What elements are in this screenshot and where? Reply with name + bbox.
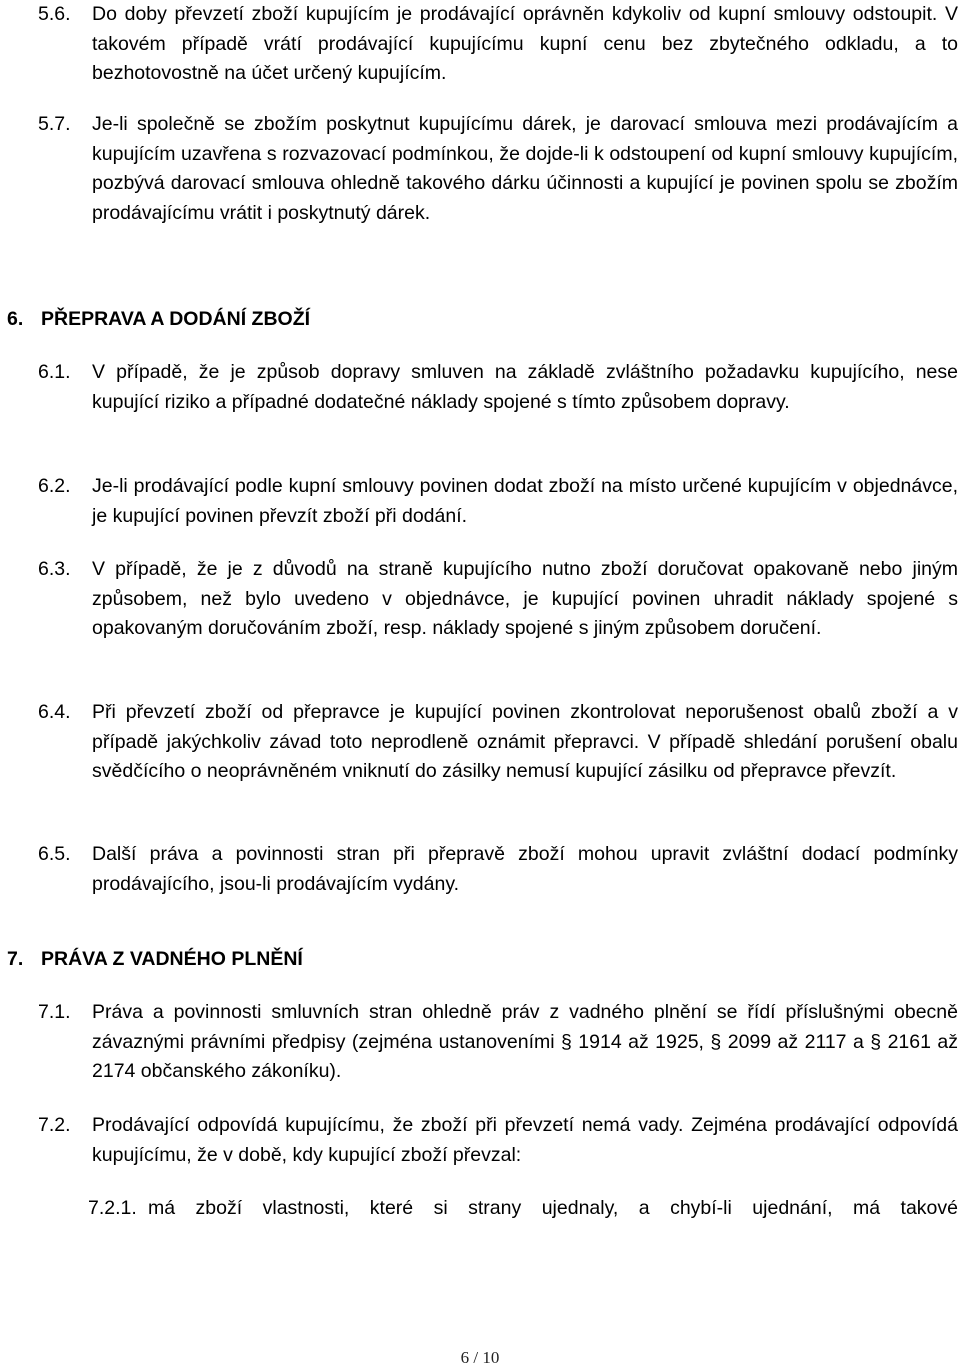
clause-text: V případě, že je z důvodů na straně kupujícího nutno zboží doručovat opakovaně nebo jiným způsobem, než bylo uvedeno v objednávce, je kupující povinen uhradit náklady spojené s opakovaným doručováním zboží, resp. náklady spojené s jiným způsobem doručení. xyxy=(92,558,958,639)
clause-number: 6.4. xyxy=(38,701,71,723)
section-title: PŘEPRAVA A DODÁNÍ ZBOŽÍ xyxy=(41,308,311,330)
section-heading-7 xyxy=(7,945,303,973)
clause-number: 7.2. xyxy=(38,1114,71,1136)
clause-number: 6.3. xyxy=(38,558,71,580)
clause-number: 5.6. xyxy=(38,3,71,25)
section-number: 7. xyxy=(7,948,24,970)
clause-7-2 xyxy=(38,1111,958,1170)
clause-5-7 xyxy=(38,110,958,228)
section-title: PRÁVA Z VADNÉHO PLNĚNÍ xyxy=(41,948,303,970)
section-number: 6. xyxy=(7,308,24,330)
clause-6-3 xyxy=(38,555,958,644)
clause-number: 7.1. xyxy=(38,1001,71,1023)
clause-5-6 xyxy=(38,0,958,89)
clause-text: Prodávající odpovídá kupujícímu, že zboží při převzetí nemá vady. Zejména prodávající odpovídá kupujícímu, že v době, kdy kupující zboží převzal: xyxy=(92,1114,958,1166)
clause-text: V případě, že je způsob dopravy smluven na základě zvláštního požadavku kupujícího, nese kupující riziko a případné dodatečné náklady spojené s tímto způsobem dopravy. xyxy=(92,361,958,413)
clause-text: Je-li společně se zbožím poskytnut kupujícímu dárek, je darovací smlouva mezi prodávajícím a kupujícím uzavřena s rozvazovací podmínkou, že dojde-li k odstoupení od kupní smlouvy kupujícím, pozbývá darovací smlouva ohledně takového dárku účinnosti a kupující je povinen spolu se zbožím prodávajícímu vrátit i poskytnutý dárek. xyxy=(92,113,958,224)
clause-number: 6.5. xyxy=(38,843,71,865)
section-heading-6 xyxy=(7,305,310,333)
clause-6-4 xyxy=(38,698,958,787)
clause-text: Do doby převzetí zboží kupujícím je prodávající oprávněn kdykoliv od kupní smlouvy odstoupit. V takovém případě vrátí prodávající kupujícímu kupní cenu bez zbytečného odkladu, a to bezhotovostně na účet určený kupujícím. xyxy=(92,3,958,84)
clause-text: má zboží vlastnosti, které si strany ujednaly, a chybí-li ujednání, má takové xyxy=(148,1197,958,1219)
clause-6-2 xyxy=(38,472,958,531)
clause-text: Je-li prodávající podle kupní smlouvy povinen dodat zboží na místo určené kupujícím v objednávce, je kupující povinen převzít zboží při dodání. xyxy=(92,475,958,527)
clause-text: Při převzetí zboží od přepravce je kupující povinen zkontrolovat neporušenost obalů zboží a v případě jakýchkoliv závad toto neprodleně oznámit přepravci. V případě shledání porušení obalu svědčícího o neoprávněném vniknutí do zásilky nemusí kupující zásilku od přepravce převzít. xyxy=(92,701,958,782)
clause-number: 6.1. xyxy=(38,361,71,383)
clause-6-1 xyxy=(38,358,958,417)
clause-number: 6.2. xyxy=(38,475,71,497)
clause-number: 7.2.1. xyxy=(88,1197,137,1219)
clause-number: 5.7. xyxy=(38,113,71,135)
page-number: 6 / 10 xyxy=(460,1348,500,1367)
clause-text: Další práva a povinnosti stran při přepravě zboží mohou upravit zvláštní dodací podmínky prodávajícího, jsou-li prodávajícím vydány. xyxy=(92,843,958,895)
clause-7-1 xyxy=(38,998,958,1087)
clause-text: Práva a povinnosti smluvních stran ohledně práv z vadného plnění se řídí příslušnými obecně závaznými právními předpisy (zejména ustanoveními § 1914 až 1925, § 2099 až 2117 a § 2161 až 2174 občanského zákoníku). xyxy=(92,1001,958,1082)
clause-6-5 xyxy=(38,840,958,899)
clause-7-2-1 xyxy=(88,1194,958,1224)
